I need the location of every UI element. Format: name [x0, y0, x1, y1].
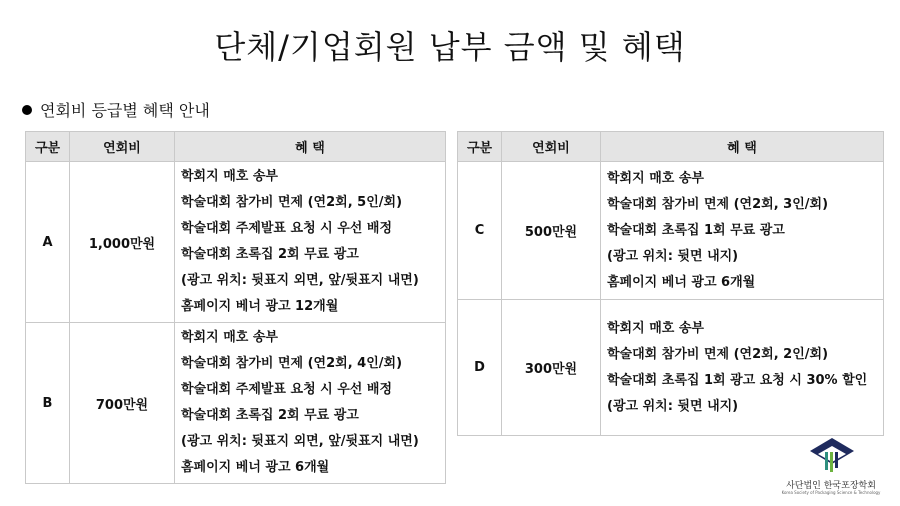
benefit-item: 학회지 매호 송부: [607, 320, 704, 336]
table-row: [458, 162, 884, 300]
table-header-row: [458, 132, 884, 162]
header-benefits: 혜 택: [175, 132, 446, 162]
header-fee: 연회비: [70, 132, 175, 162]
benefit-item: 홈페이지 베너 광고 6개월: [607, 274, 756, 290]
table-row: [26, 162, 446, 323]
bullet-icon: [22, 105, 32, 115]
tier-grade: D: [458, 300, 502, 436]
fee-table-right: [457, 131, 884, 436]
benefit-item: (광고 위치: 뒷표지 외면, 앞/뒷표지 내면): [181, 273, 419, 288]
table-row: [26, 323, 446, 484]
section-heading: [22, 98, 210, 121]
logo-name: 사단법인 한국포장학회: [786, 481, 876, 491]
benefit-item: (광고 위치: 뒷표지 외면, 앞/뒷표지 내면): [181, 434, 419, 449]
benefit-item: 학술대회 초록집 1회 무료 광고: [607, 222, 785, 238]
benefit-item: 학회지 매호 송부: [181, 169, 278, 184]
tier-benefits: [601, 162, 884, 300]
benefit-item: 홈페이지 베너 광고 6개월: [181, 460, 330, 475]
tier-fee: 500만원: [502, 162, 601, 300]
benefit-item: 학회지 매호 송부: [181, 330, 278, 345]
benefit-item: 학술대회 참가비 면제 (연2회, 4인/회): [181, 356, 403, 371]
logo-subtitle: Korea Society of Packaging Science & Technology: [781, 490, 881, 495]
benefit-item: 학술대회 초록집 2회 무료 광고: [181, 247, 359, 262]
benefit-item: (광고 위치: 뒷면 내지): [607, 248, 739, 264]
tier-fee: 700만원: [70, 323, 175, 484]
benefit-item: 학술대회 참가비 면제 (연2회, 2인/회): [607, 346, 829, 362]
page-title: 단체/기업회원 납부 금액 및 혜택: [214, 28, 686, 66]
tier-grade: B: [26, 323, 70, 484]
tier-fee: 1,000만원: [70, 162, 175, 323]
header-fee: 연회비: [502, 132, 601, 162]
benefit-item: 학술대회 주제발표 요청 시 우선 배정: [181, 382, 392, 397]
tier-grade: C: [458, 162, 502, 300]
society-logo-icon: [810, 438, 854, 474]
benefit-item: 학술대회 참가비 면제 (연2회, 3인/회): [607, 196, 829, 212]
benefit-item: 학회지 매호 송부: [607, 170, 704, 186]
header-grade: 구분: [26, 132, 70, 162]
benefit-item: 홈페이지 베너 광고 12개월: [181, 299, 339, 314]
section-heading-text: 연회비 등급별 혜택 안내: [40, 101, 210, 120]
benefit-item: 학술대회 참가비 면제 (연2회, 5인/회): [181, 195, 403, 210]
tier-benefits: [175, 162, 446, 323]
tier-grade: A: [26, 162, 70, 323]
tier-benefits: [601, 300, 884, 436]
table-header-row: [26, 132, 446, 162]
header-grade: 구분: [458, 132, 502, 162]
benefit-item: (광고 위치: 뒷면 내지): [607, 398, 739, 414]
fee-table-left: [25, 131, 446, 484]
tier-benefits: [175, 323, 446, 484]
benefit-item: 학술대회 주제발표 요청 시 우선 배정: [181, 221, 392, 236]
benefit-item: 학술대회 초록집 1회 광고 요청 시 30% 할인: [607, 372, 868, 388]
tier-fee: 300만원: [502, 300, 601, 436]
benefit-item: 학술대회 초록집 2회 무료 광고: [181, 408, 359, 423]
header-benefits: 혜 택: [601, 132, 884, 162]
society-logo: [776, 438, 886, 500]
table-row: [458, 300, 884, 436]
